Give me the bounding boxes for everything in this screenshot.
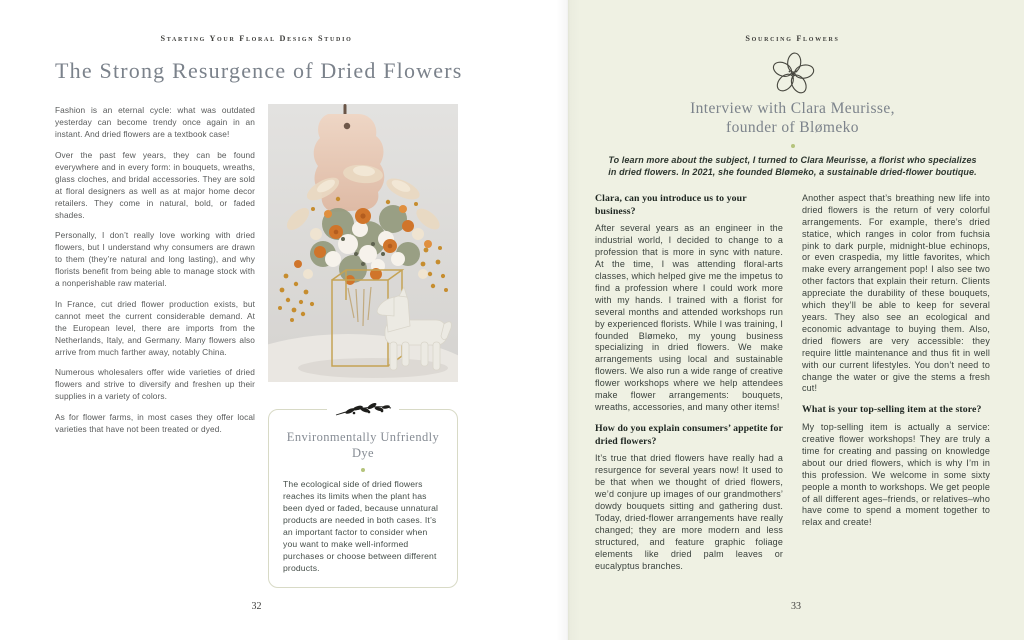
interview-question: Clara, can you introduce us to your business? bbox=[595, 192, 747, 217]
callout-box-unfriendly-dye bbox=[268, 409, 458, 588]
callout-body: The ecological side of dried flowers reaches its limits when the plant has been dyed or faded, because unnatural products are needed in both cases. It’s an important factor to consider when you want to make well-informed purchases or choose between different products. bbox=[283, 478, 439, 573]
page-number-left: 32 bbox=[251, 601, 262, 612]
interview-intro: To learn more about the subject, I turned to Clara Meurisse, a florist who specializes in dried flowers. In 2021, she founded Blømeko, a sustainable dried-flower boutique. bbox=[608, 154, 977, 178]
interview-heading-line2: founder of Blømeko bbox=[726, 119, 859, 137]
body-paragraph: Fashion is an eternal cycle: what was outdated yesterday can become trendy once again in an instant. And dried flowers are a textbook case! bbox=[55, 105, 255, 139]
body-paragraph: Personally, I don’t really love working with dried flowers, but I understand why consumers are drawn to them (they’re natural and long lasting), and why florists benefit from being able to manage stock with a nonperishable raw material. bbox=[55, 230, 255, 288]
interview-answer: It’s true that dried flowers have really had a resurgence for several years now! It used to be that when we thought of dried flowers, we’d conjure up images of our grandmothers’ dowdy bouquets sitting and gathering dust. Today, dried-flower arrangements have really changed; they are more modern and less structured, and feature graphic foliage elements like dried palm leaves or eucalyptus branches. bbox=[595, 453, 783, 571]
callout-title: Environmentally Unfriendly Dye bbox=[286, 430, 440, 461]
interview-question: How do you explain consumers’ appetite for dried flowers? bbox=[595, 422, 783, 447]
left-media-column bbox=[268, 104, 458, 588]
left-body-column bbox=[55, 104, 255, 588]
dried-flower-photo bbox=[268, 104, 458, 382]
leaf-sprig-ornament-icon bbox=[327, 399, 399, 419]
body-paragraph: Over the past few years, they can be found everywhere and in every form: in bouquets, wreaths, glass cloches, and bridal accessories. They are sold at floral designers as well as at major home decor retailers. They come in natural, bold, or faded shades. bbox=[55, 149, 255, 220]
interview-column-2 bbox=[802, 193, 990, 582]
running-head-right: Sourcing Flowers bbox=[745, 34, 840, 43]
left-page-columns bbox=[55, 104, 458, 588]
interview-column-1 bbox=[595, 193, 783, 582]
green-dot-ornament bbox=[791, 144, 795, 148]
interview-heading-line1: Interview with Clara Meurisse, bbox=[690, 100, 895, 117]
green-dot-ornament bbox=[361, 468, 365, 472]
body-paragraph: In France, cut dried flower production exists, but cannot meet the current considerable demand. At the European level, there are imports from the Netherlands, Italy, and Germany. Many flowers also arrive from much farther away, notably China. bbox=[55, 298, 255, 357]
interview-answer: My top-selling item is actually a service: creative flower workshops! They are truly a time for creating and passing on knowledge about our dried flowers, which is why I’m in this profession. We welcome in some sixty people a month to workshops. We get people of all different ages–friends, or relatives–who have come to spend a moment together to relax and create! bbox=[802, 422, 990, 528]
interview-columns bbox=[595, 193, 990, 582]
page-number-right: 33 bbox=[791, 601, 801, 612]
body-paragraph: Numerous wholesalers offer wide varieties of dried flowers and strive to diversify and freshen up their supplies in a variety of colors. bbox=[55, 367, 255, 401]
body-paragraph: As for flower farms, in most cases they offer local varieties that have not been treated or dyed. bbox=[55, 411, 255, 434]
interview-heading bbox=[595, 99, 990, 138]
running-head-left: Starting Your Floral Design Studio bbox=[160, 34, 353, 43]
interview-question: What is your top-selling item at the store? bbox=[802, 404, 982, 416]
flower-icon bbox=[770, 50, 816, 96]
right-page bbox=[568, 0, 1024, 640]
chapter-title: The Strong Resurgence of Dried Flowers bbox=[55, 58, 463, 83]
interview-answer: After several years as an engineer in the industrial world, I decided to change to a profession that is more in sync with nature. At the time, I was attending floral-arts classes, which helped give me the impetus to find a profession where I could work more with my hands. I trained with a florist for several months and attended workshops run by experienced florists. While I was training, I founded Blømeko, my young business specializing in dried flowers. We make arrangements using local and sustainable flowers. We also run a wide range of creative flower workshops where we help attendees make flower arrangements: bouquets, wreaths, accessories, and many other items! bbox=[595, 223, 783, 412]
interview-answer: Another aspect that’s breathing new life into dried flowers is the return of very colorful arrangements. For example, there’s dried statice, which ranges in color from fuchsia pink to dark purple, midnight-blue echinops, or even craspedia, my little favorites, which make every arrangement pop! I also see two other factors that explain their return. Clients appreciate the durability of these bouquets, which they’ll be able to keep for several years. They also see an ecological and economic advantage to buying them. Also, dried flowers are very accessible: they require little maintenance and thus fit in well with our current lifestyles. You don’t need to change the water or give the stems a fresh cut! bbox=[802, 192, 990, 394]
